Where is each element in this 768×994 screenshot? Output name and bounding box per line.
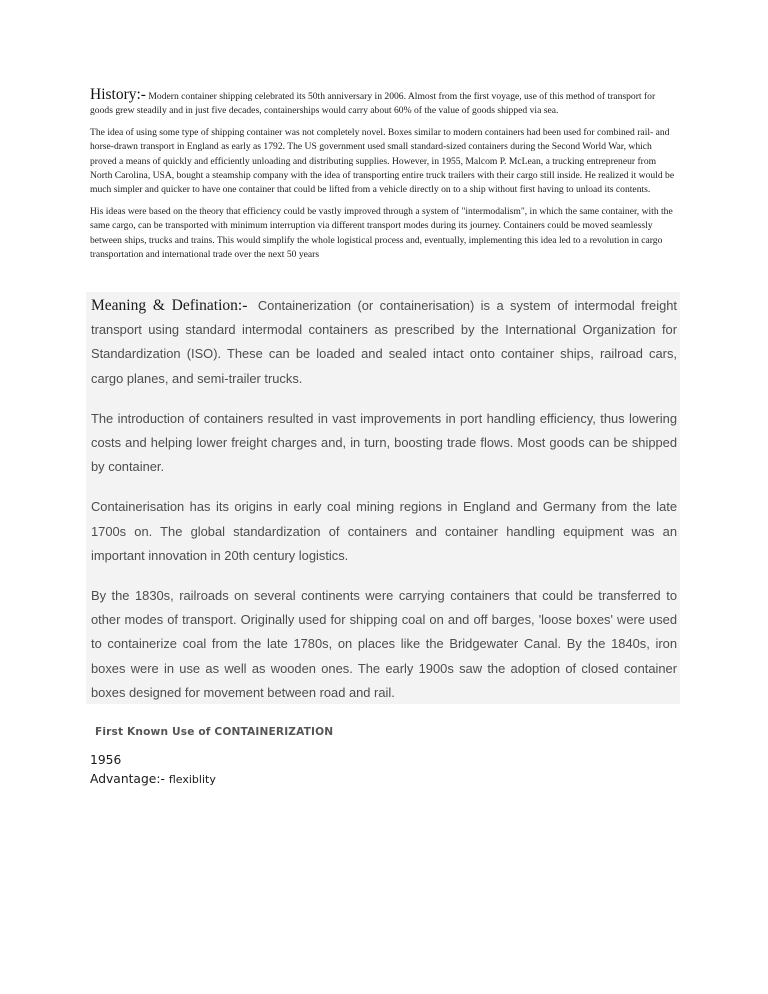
- history-section: [90, 88, 678, 269]
- meaning-paragraph-3: Containerisation has its origins in early coal mining regions in England and Germany from the late 1700s on. The global standardization of containers and container handling equipment was an important innovation in 20th century logistics.: [91, 499, 677, 563]
- meaning-paragraph-2: The introduction of containers resulted in vast improvements in port handling efficiency, thus lowering costs and helping lower freight charges and, in turn, boosting trade flows. Most goods can be shipped by container.: [91, 410, 677, 475]
- meaning-paragraph-4: By the 1830s, railroads on several continents were carrying containers that could be transferred to other modes of transport. Originally used for shipping coal on and off barges, 'loose boxes' were used to containerize coal from the late 1780s, on places like the Bridgewater Canal. By the 1840s, iron boxes were in use as well as wooden ones. The early 1900s saw the adoption of closed container boxes designed for movement between road and rail.: [91, 588, 677, 700]
- advantage-label: Advantage:-: [90, 772, 165, 786]
- history-paragraph-2: The idea of using some type of shipping container was not completely novel. Boxes similar to modern containers had been used for combined rail- and horse-drawn transport in England as early as 1792. The US government used small standard-sized containers during the Second World War, which proved a means of quickly and efficiently unloading and distributing supplies. However, in 1955, Malcom P. McLean, a trucking entrepreneur from North Carolina, USA, bought a steamship company with the idea of transporting entire truck trailers with their cargo still inside. He realized it would be much simpler and quicker to have one container that could be lifted from a vehicle directly on to a ship without first having to unload its contents.: [90, 126, 675, 196]
- history-paragraph-1-text: Modern container shipping celebrated its 50th anniversary in 2006. Almost from the first voyage, use of this method of transport for goods grew steadily and in just five decades, containerships would carry about 60% of the value of goods shipped via sea.: [90, 91, 656, 117]
- first-known-use-label: First Known Use of CONTAINERIZATION: [95, 726, 334, 738]
- history-paragraph-1: [90, 88, 678, 119]
- first-known-use-year: 1956: [90, 753, 122, 767]
- history-heading: History:-: [90, 86, 146, 103]
- meaning-heading: Meaning & Defination:-: [91, 297, 248, 314]
- meaning-paragraph-1-text: Containerization (or containerisation) is a system of intermodal freight transport using standard intermodal containers as prescribed by the International Organization for Standardization (ISO). These can be loaded and sealed intact onto container ships, railroad cars, cargo planes, and semi-trailer trucks.: [91, 298, 677, 386]
- advantage-value: flexiblity: [168, 773, 216, 786]
- meaning-section: [86, 292, 680, 704]
- history-paragraph-3: His ideas were based on the theory that efficiency could be vastly improved through a system of "intermodalism", in which the same container, with the same cargo, can be transported with minimum interruption via different transport modes during its journey. Containers could be moved seamlessly between ships, trucks and trains. This would simplify the whole logistical process and, eventually, implementing this idea led to a revolution in cargo transportation and international trade over the next 50 years: [90, 205, 673, 261]
- advantage-line: [90, 772, 216, 786]
- meaning-paragraph-1: [91, 294, 677, 391]
- meaning-content: [91, 294, 677, 721]
